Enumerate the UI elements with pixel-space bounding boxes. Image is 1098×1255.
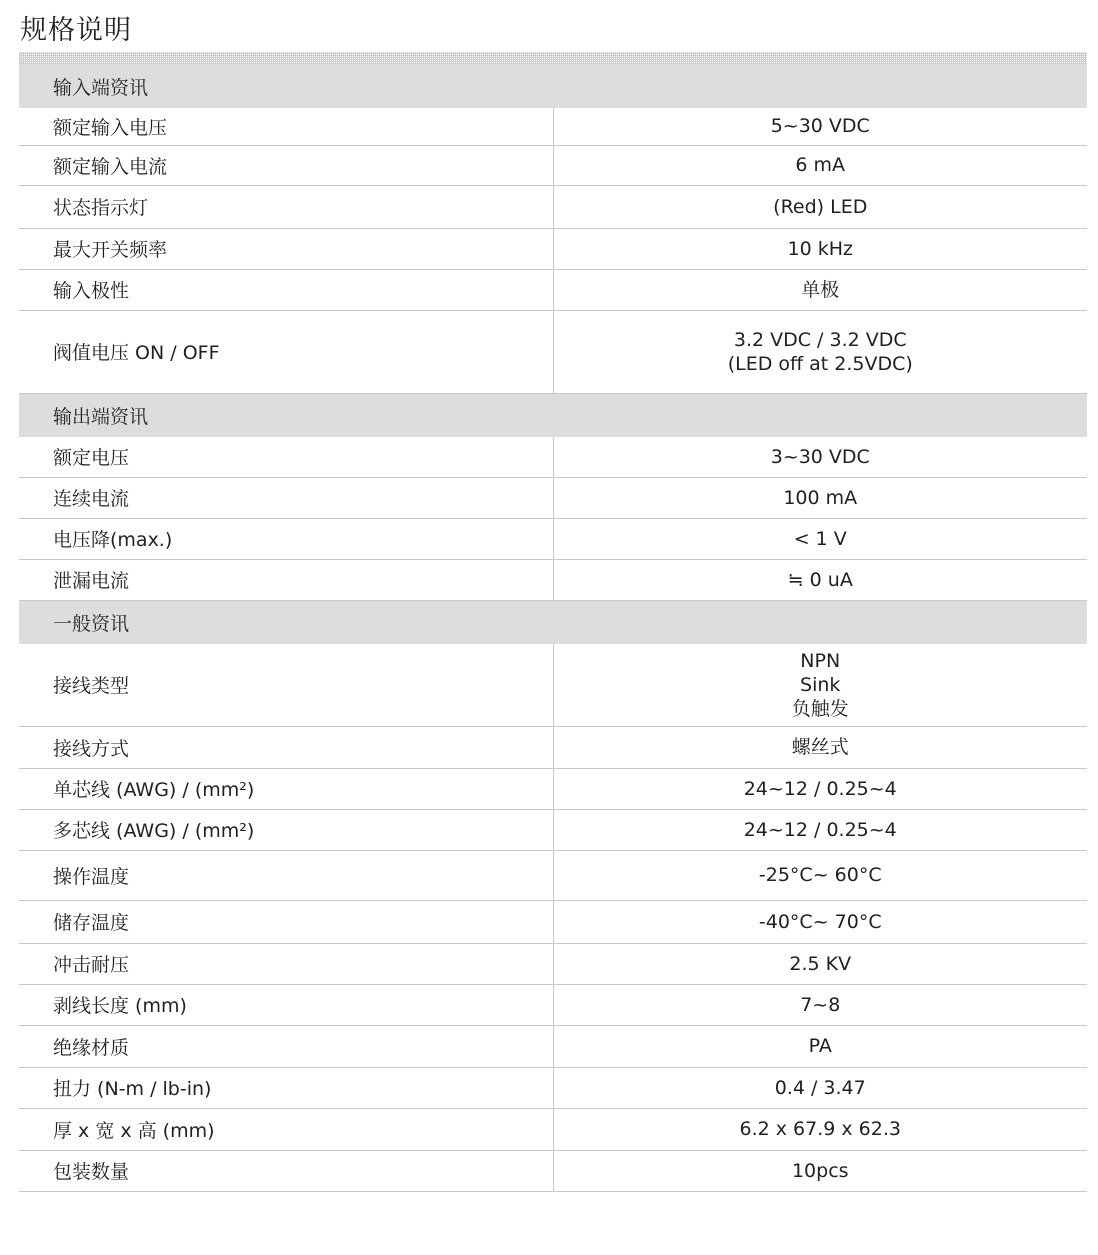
- spec-value-line: 24~12 / 0.25~4: [743, 777, 897, 800]
- spec-row: [19, 809, 1087, 850]
- spec-row: [19, 850, 1087, 900]
- spec-value-line: 2.5 KV: [789, 952, 852, 975]
- spec-row: [19, 1025, 1087, 1067]
- spec-value-line: -25°C~ 60°C: [758, 864, 882, 886]
- spec-value-line: PA: [808, 1035, 832, 1057]
- spec-label: 冲击耐压: [19, 943, 553, 984]
- spec-row: [19, 559, 1087, 600]
- spec-value-line: < 1 V: [793, 527, 847, 550]
- spec-label: 泄漏电流: [19, 559, 553, 600]
- section-header: [19, 393, 1087, 437]
- spec-label: 储存温度: [19, 900, 553, 943]
- spec-row: [19, 768, 1087, 809]
- spec-value-line: 6 mA: [795, 154, 846, 176]
- spec-value: [553, 437, 1087, 477]
- spec-value-line: 10 kHz: [787, 237, 853, 260]
- spec-value-line: NPN: [800, 649, 841, 672]
- spec-value: [553, 900, 1087, 943]
- spec-value: [553, 1025, 1087, 1067]
- spec-label: 包装数量: [19, 1150, 553, 1191]
- spec-value: [553, 108, 1087, 145]
- spec-label: 剥线长度 (mm): [19, 984, 553, 1025]
- spec-value-line: (LED off at 2.5VDC): [727, 352, 913, 375]
- spec-row: [19, 900, 1087, 943]
- spec-value: [553, 269, 1087, 310]
- spec-label: 电压降(max.): [19, 518, 553, 559]
- section-title: 输入端资讯: [19, 64, 1087, 108]
- spec-value: [553, 768, 1087, 809]
- spec-label: 接线方式: [19, 726, 553, 768]
- spec-label: 额定输入电流: [19, 145, 553, 185]
- spec-label: 额定电压: [19, 437, 553, 477]
- spec-row: [19, 1150, 1087, 1191]
- spec-label: 单芯线 (AWG) / (mm²): [19, 768, 553, 809]
- spec-value-line: 6.2 x 67.9 x 62.3: [739, 1118, 901, 1140]
- spec-value-line: 100 mA: [783, 486, 858, 509]
- spec-value-line: 单极: [801, 278, 840, 301]
- spec-label: 阀值电压 ON / OFF: [19, 310, 553, 393]
- spec-value-line: 24~12 / 0.25~4: [743, 818, 897, 841]
- spec-value-line: 负触发: [791, 697, 849, 720]
- spec-value: [553, 228, 1087, 269]
- spec-value-line: 7~8: [800, 993, 841, 1016]
- spec-row: [19, 145, 1087, 185]
- spec-label: 接线类型: [19, 644, 553, 726]
- spec-label: 操作温度: [19, 850, 553, 900]
- spec-value-line: -40°C~ 70°C: [758, 910, 882, 933]
- title-divider: [19, 52, 1087, 64]
- spec-value: [553, 943, 1087, 984]
- spec-row: [19, 228, 1087, 269]
- spec-value: [553, 185, 1087, 228]
- page-title: 规格说明: [20, 15, 132, 46]
- spec-value: [553, 1108, 1087, 1150]
- spec-label: 额定输入电压: [19, 108, 553, 145]
- spec-table: [19, 64, 1087, 1192]
- spec-row: [19, 269, 1087, 310]
- spec-row: [19, 726, 1087, 768]
- spec-value: [553, 984, 1087, 1025]
- spec-label: 多芯线 (AWG) / (mm²): [19, 809, 553, 850]
- spec-value-line: 10pcs: [791, 1159, 849, 1182]
- section-header: [19, 64, 1087, 108]
- spec-label: 最大开关频率: [19, 228, 553, 269]
- spec-value-line: 3~30 VDC: [770, 445, 870, 468]
- spec-row: [19, 437, 1087, 477]
- spec-value-line: (Red) LED: [773, 195, 868, 218]
- spec-row: [19, 477, 1087, 518]
- spec-label: 扭力 (N-m / lb-in): [19, 1067, 553, 1108]
- spec-row: [19, 1108, 1087, 1150]
- spec-value-line: 3.2 VDC / 3.2 VDC: [733, 328, 907, 351]
- section-header: [19, 600, 1087, 644]
- spec-label: 绝缘材质: [19, 1025, 553, 1067]
- spec-value-line: Sink: [800, 673, 841, 696]
- section-title: 输出端资讯: [19, 393, 1087, 437]
- spec-value: [553, 145, 1087, 185]
- spec-row: [19, 984, 1087, 1025]
- spec-row: [19, 518, 1087, 559]
- spec-row: [19, 310, 1087, 393]
- spec-value-line: 0.4 / 3.47: [774, 1076, 866, 1099]
- spec-value-line: 螺丝式: [791, 736, 849, 758]
- spec-value: [553, 644, 1087, 726]
- spec-value: [553, 809, 1087, 850]
- spec-value: [553, 850, 1087, 900]
- spec-row: [19, 1067, 1087, 1108]
- spec-value: [553, 1067, 1087, 1108]
- section-title: 一般资讯: [19, 600, 1087, 644]
- spec-value-line: 5~30 VDC: [770, 115, 870, 138]
- spec-value: [553, 518, 1087, 559]
- spec-value-line: ≒ 0 uA: [787, 568, 853, 591]
- spec-value: [553, 1150, 1087, 1191]
- spec-label: 连续电流: [19, 477, 553, 518]
- spec-value: [553, 477, 1087, 518]
- spec-row: [19, 185, 1087, 228]
- spec-row: [19, 943, 1087, 984]
- spec-value: [553, 559, 1087, 600]
- spec-value: [553, 726, 1087, 768]
- spec-value: [553, 310, 1087, 393]
- spec-row: [19, 644, 1087, 726]
- spec-label: 状态指示灯: [19, 185, 553, 228]
- spec-row: [19, 108, 1087, 145]
- spec-label: 厚 x 宽 x 高 (mm): [19, 1108, 553, 1150]
- spec-label: 输入极性: [19, 269, 553, 310]
